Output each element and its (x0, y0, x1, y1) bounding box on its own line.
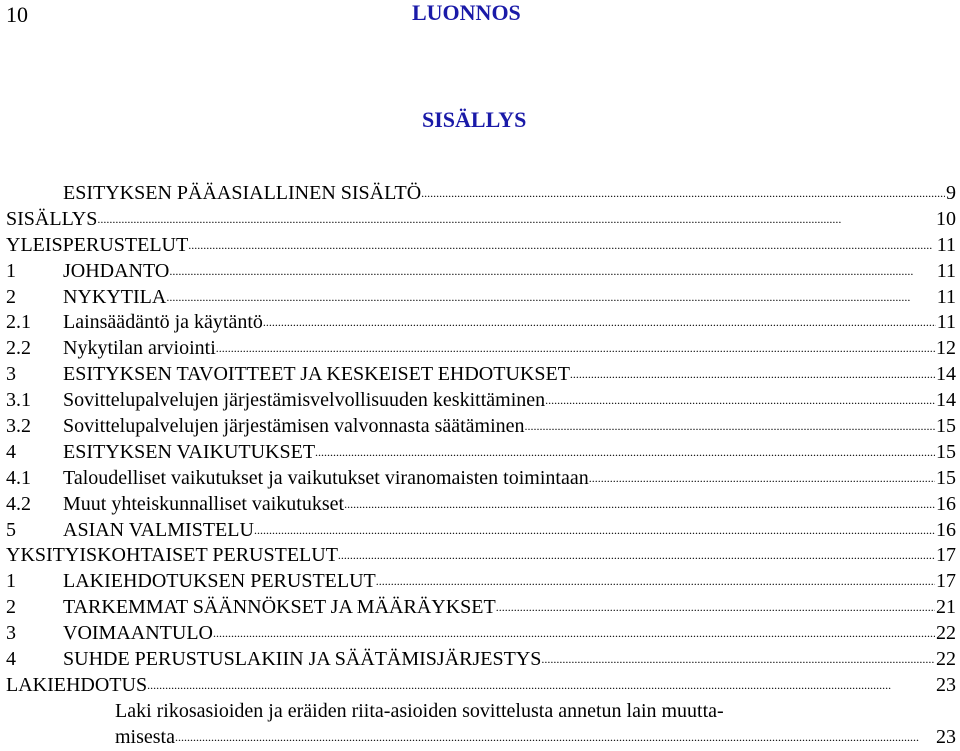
leader-dots (421, 181, 945, 207)
toc-entry-page: 10 (936, 207, 956, 230)
toc-entry-number: 2.1 (6, 311, 31, 334)
toc-entry-number: 3.1 (6, 389, 31, 412)
toc-entry-page: 11 (936, 233, 956, 256)
leader-dots (344, 492, 935, 518)
toc-entry[interactable] (6, 336, 956, 362)
leader-dots (213, 621, 935, 647)
toc-entry-number: 2.2 (6, 337, 31, 360)
table-of-contents (6, 181, 956, 751)
toc-entry-label: TARKEMMAT SÄÄNNÖKSET JA MÄÄRÄYKSET (63, 596, 496, 619)
toc-entry[interactable] (6, 310, 956, 336)
toc-entry-page: 15 (936, 440, 956, 463)
leader-dots (570, 362, 935, 388)
toc-entry-page: 21 (936, 596, 956, 619)
toc-entry-number: 4 (6, 648, 16, 671)
leader-dots (147, 673, 935, 699)
toc-entry-number: 5 (6, 518, 16, 541)
toc-entry[interactable] (6, 414, 956, 440)
toc-entry-label: YLEISPERUSTELUT (6, 233, 189, 256)
law-entry-text: Laki rikosasioiden ja eräiden riita-asioiden sovittelusta annetun lain muutta- (115, 699, 724, 722)
toc-entry[interactable] (6, 233, 956, 259)
toc-entry-page: 23 (936, 673, 956, 696)
toc-entry-page: 15 (936, 415, 956, 438)
toc-entry-number: 3 (6, 363, 16, 386)
toc-entry-label: SUHDE PERUSTUSLAKIIN JA SÄÄTÄMISJÄRJESTYS (63, 648, 542, 671)
leader-dots (541, 647, 935, 673)
toc-entry-page: 11 (936, 285, 956, 308)
toc-entry-label: Nykytilan arviointi (63, 337, 216, 360)
toc-entry[interactable] (6, 569, 956, 595)
toc-entry-number: 4 (6, 440, 16, 463)
toc-entry-number: 3.2 (6, 415, 31, 438)
toc-entry-number: 1 (6, 570, 16, 593)
toc-entry-number: 4.1 (6, 466, 31, 489)
toc-entry[interactable] (6, 647, 956, 673)
toc-entry-label: SISÄLLYS (6, 207, 98, 230)
toc-entry-label: YKSITYISKOHTAISET PERUSTELUT (6, 544, 338, 567)
toc-entry-label: LAKIEHDOTUS (6, 673, 148, 696)
toc-entry-label: JOHDANTO (63, 259, 170, 282)
toc-entry-page: 14 (936, 363, 956, 386)
leader-dots (525, 414, 935, 440)
toc-entry-page: 11 (936, 259, 956, 282)
page-number: 10 (6, 2, 28, 27)
toc-entry-label: Lainsäädäntö ja käytäntö (63, 311, 263, 334)
toc-entry-label: VOIMAANTULO (63, 622, 213, 645)
toc-entry[interactable] (6, 595, 956, 621)
toc-entry-label: ASIAN VALMISTELU (63, 518, 254, 541)
toc-entry-label: Sovittelupalvelujen järjestämisvelvollisuuden keskittäminen (63, 389, 546, 412)
toc-entry-page: 17 (936, 570, 956, 593)
leader-dots (188, 233, 936, 259)
toc-entry-page: 17 (936, 544, 956, 567)
toc-entry-page: 22 (936, 622, 956, 645)
toc-entry[interactable] (6, 466, 956, 492)
toc-entry-label: ESITYKSEN TAVOITTEET JA KESKEISET EHDOTUKSET (63, 363, 570, 386)
toc-entry-number: 2 (6, 285, 16, 308)
toc-entry[interactable] (6, 181, 956, 207)
toc-entry-page: 16 (936, 492, 956, 515)
toc-entry[interactable] (6, 492, 956, 518)
toc-entry-number: 2 (6, 596, 16, 619)
toc-entry-page: 14 (936, 389, 956, 412)
toc-entry-label: Sovittelupalvelujen järjestämisen valvonnasta säätäminen (63, 415, 525, 438)
toc-entry-label: ESITYKSEN PÄÄASIALLINEN SISÄLTÖ (63, 182, 422, 204)
leader-dots (216, 336, 935, 362)
leader-dots (169, 259, 935, 285)
leader-dots (545, 388, 935, 414)
leader-dots (589, 466, 935, 492)
leader-dots (254, 518, 935, 544)
toc-entry-page: 16 (936, 518, 956, 541)
toc-entry-page: 12 (936, 337, 956, 360)
toc-entry[interactable] (6, 207, 956, 233)
toc-entry[interactable] (6, 259, 956, 285)
toc-entry[interactable] (6, 673, 956, 699)
toc-entry-label: NYKYTILA (63, 285, 167, 308)
toc-entry[interactable] (6, 621, 956, 647)
law-entry-last-line[interactable] (6, 725, 956, 751)
toc-entry-number: 4.2 (6, 492, 31, 515)
toc-entry-label: ESITYKSEN VAIKUTUKSET (63, 440, 316, 463)
toc-entry-number: 1 (6, 259, 16, 282)
toc-entry[interactable] (6, 518, 956, 544)
leader-dots (315, 440, 935, 466)
toc-entry-page: 11 (936, 311, 956, 334)
leader-dots (175, 725, 935, 751)
toc-entry-page: 22 (936, 648, 956, 671)
toc-entry-page: 9 (946, 182, 956, 204)
leader-dots (97, 207, 935, 233)
toc-entry-number: 3 (6, 622, 16, 645)
toc-entry[interactable] (6, 285, 956, 311)
toc-entry-page: 15 (936, 466, 956, 489)
toc-entry-page: 23 (936, 725, 956, 748)
leader-dots (496, 595, 935, 621)
toc-entry[interactable] (6, 362, 956, 388)
toc-entry-label: Muut yhteiskunnalliset vaikutukset (63, 492, 345, 515)
leader-dots (263, 310, 936, 336)
toc-entry[interactable] (6, 388, 956, 414)
toc-entry[interactable] (6, 543, 956, 569)
leader-dots (338, 543, 935, 569)
leader-dots (376, 569, 935, 595)
toc-entry-label: LAKIEHDOTUKSEN PERUSTELUT (63, 570, 376, 593)
toc-entry-label: Taloudelliset vaikutukset ja vaikutukset viranomaisten toimintaan (63, 466, 589, 489)
law-entry-first-line[interactable] (6, 699, 956, 725)
toc-entry[interactable] (6, 440, 956, 466)
toc-entry-number (6, 181, 63, 207)
running-title: LUONNOS (412, 0, 521, 25)
leader-dots (166, 285, 935, 311)
toc-title: SISÄLLYS (422, 107, 527, 132)
law-entry-text: misesta (115, 725, 175, 748)
